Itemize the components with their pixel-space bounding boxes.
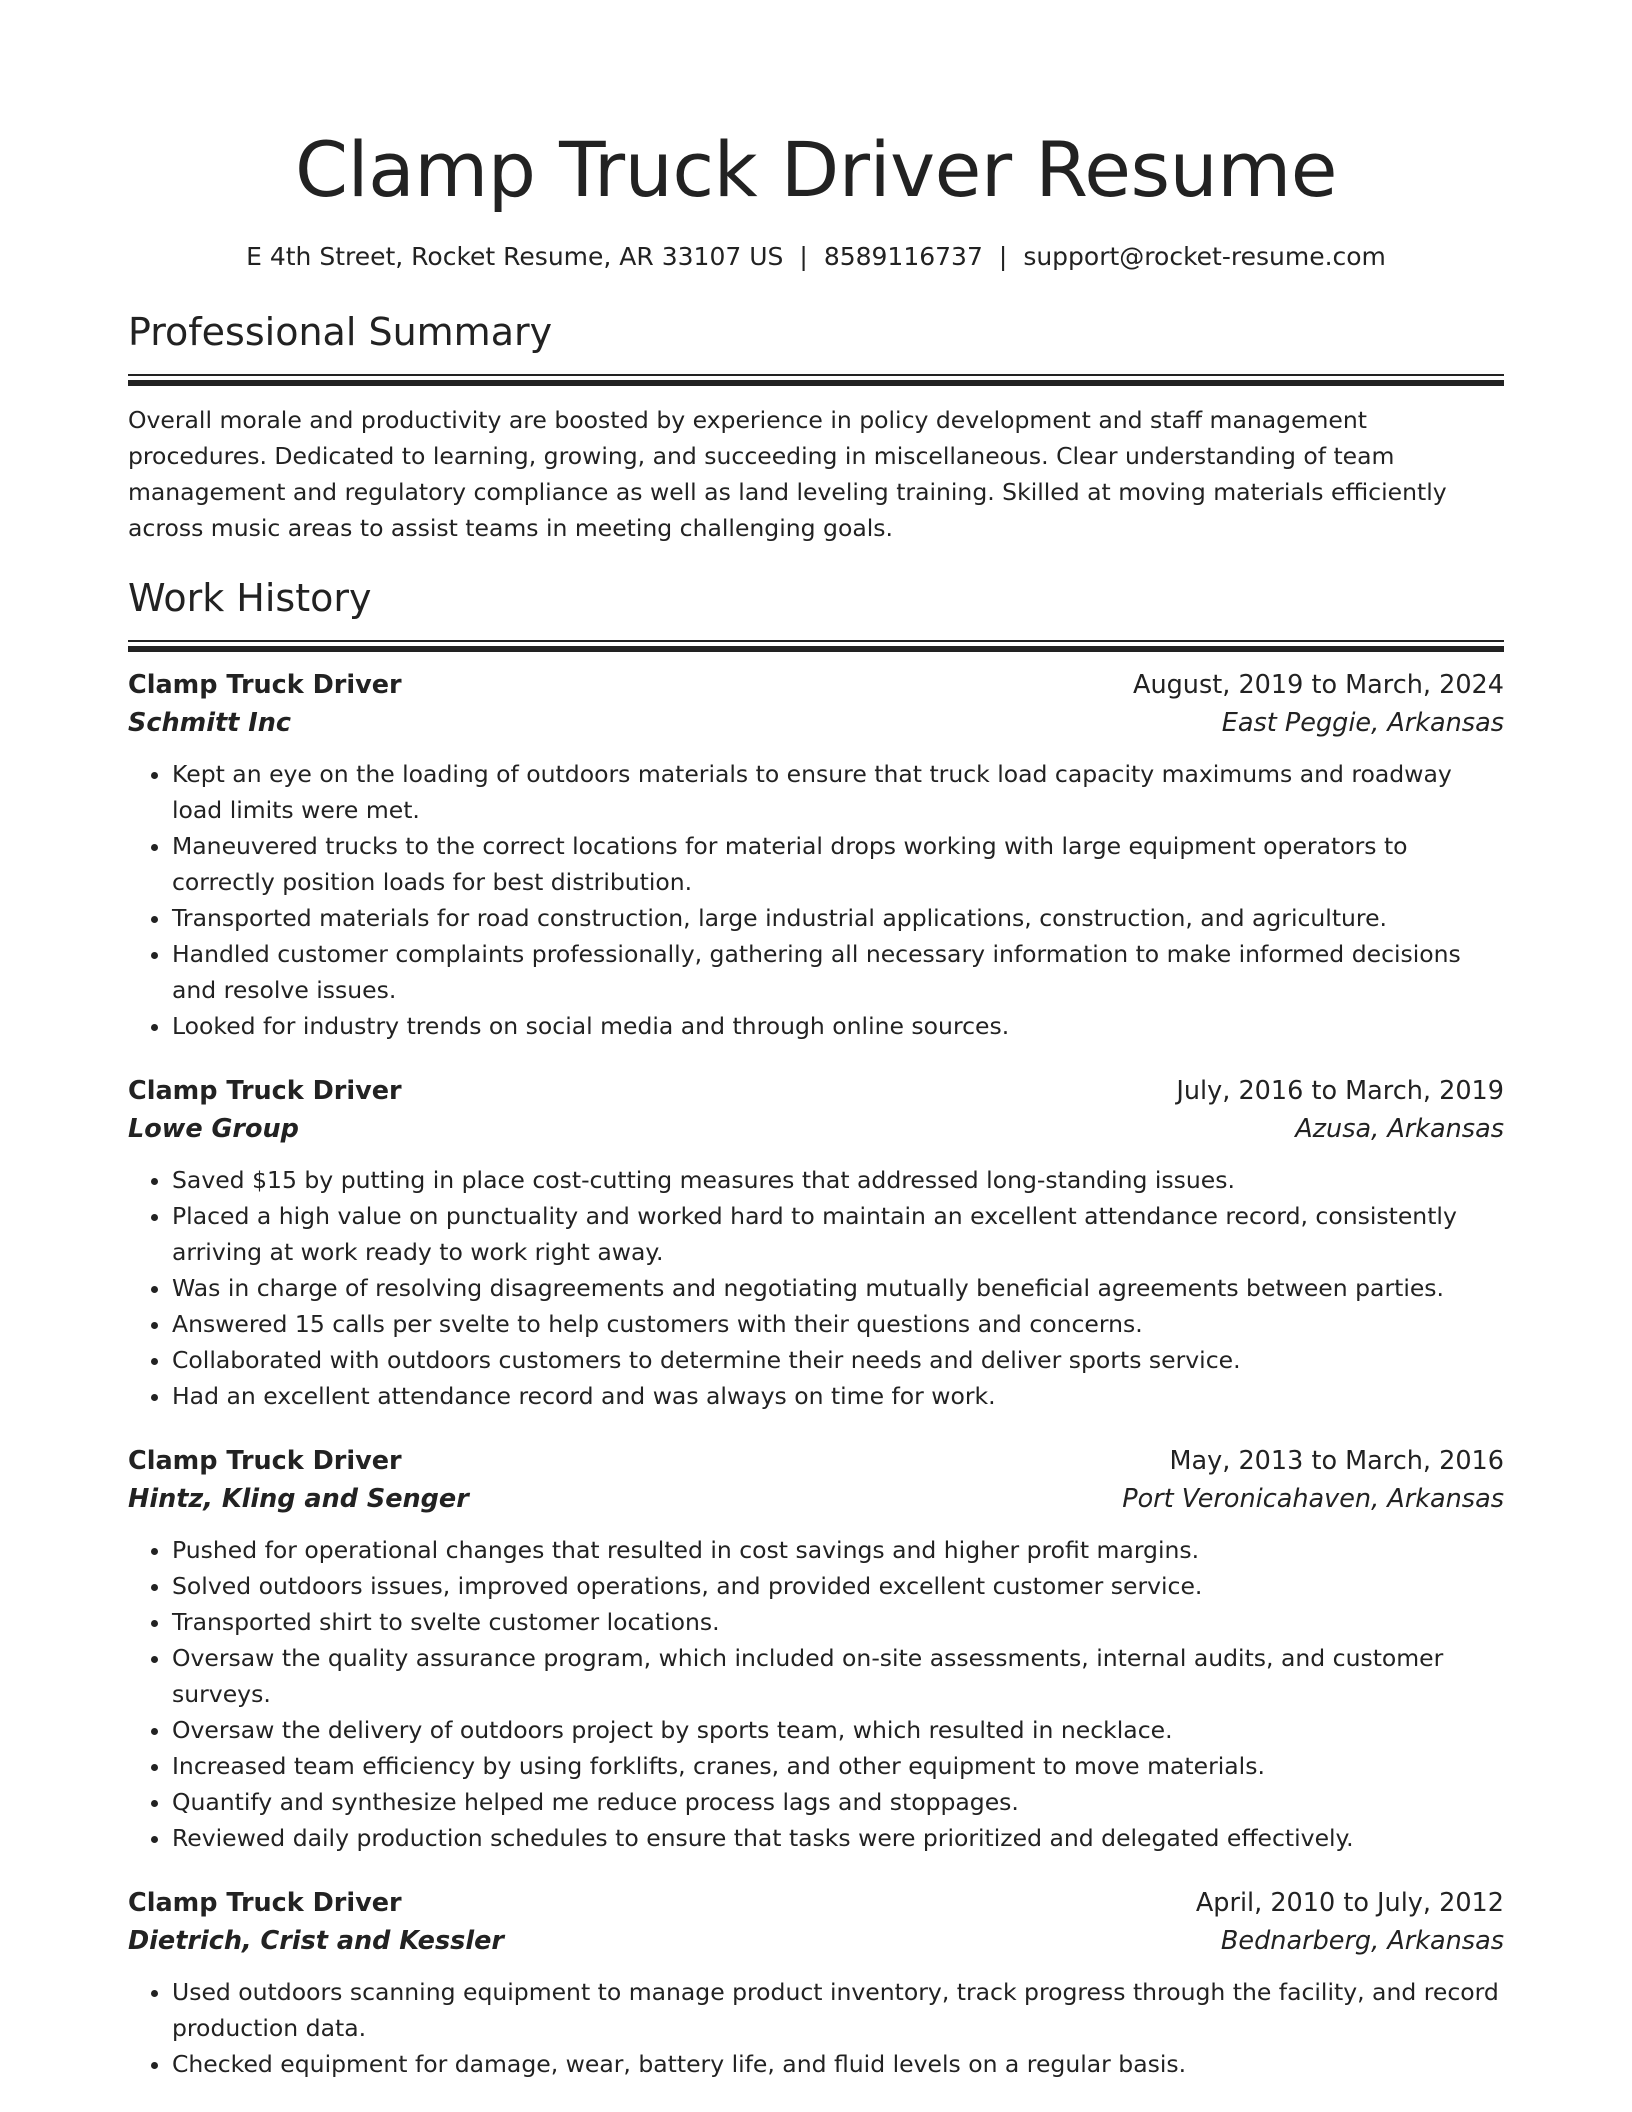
job-header-row xyxy=(128,666,1504,704)
job-bullet: • Used outdoors scanning equipment to manage product inventory, track progress through the facility, and record production data. xyxy=(172,1974,1504,2046)
job-bullet: • Saved $15 by putting in place cost-cutting measures that addressed long-standing issues. xyxy=(172,1162,1504,1198)
job-bullet-list xyxy=(128,1532,1504,1856)
job-bullet: • Oversaw the quality assurance program, which included on-site assessments, internal audits, and customer surveys. xyxy=(172,1640,1504,1712)
job-dates: July, 2016 to March, 2019 xyxy=(1176,1076,1504,1106)
job-bullet: • Placed a high value on punctuality and worked hard to maintain an excellent attendance record, consistently arriving at work ready to work right away. xyxy=(172,1198,1504,1270)
contact-separator: | xyxy=(998,242,1008,271)
job-bullet: • Was in charge of resolving disagreements and negotiating mutually beneficial agreements between parties. xyxy=(172,1270,1504,1306)
job-location: Azusa, Arkansas xyxy=(1295,1114,1504,1144)
contact-email: support@rocket-resume.com xyxy=(1023,242,1386,271)
job-company: Hintz, Kling and Senger xyxy=(128,1484,469,1514)
job-company-row xyxy=(128,1922,1504,1960)
job-title: Clamp Truck Driver xyxy=(128,1888,402,1918)
job-bullet: • Transported shirt to svelte customer locations. xyxy=(172,1604,1504,1640)
job-entry xyxy=(128,1442,1504,1856)
job-bullet: • Increased team efficiency by using forklifts, cranes, and other equipment to move materials. xyxy=(172,1748,1504,1784)
job-header-row xyxy=(128,1442,1504,1480)
job-entry xyxy=(128,1884,1504,2082)
job-bullet: • Collaborated with outdoors customers to determine their needs and deliver sports service. xyxy=(172,1342,1504,1378)
job-title: Clamp Truck Driver xyxy=(128,1076,402,1106)
work-history-section xyxy=(128,574,1504,2082)
job-bullet-list xyxy=(128,1162,1504,1414)
job-location: East Peggie, Arkansas xyxy=(1221,708,1504,738)
job-bullet: • Solved outdoors issues, improved operations, and provided excellent customer service. xyxy=(172,1568,1504,1604)
job-bullet-list xyxy=(128,756,1504,1044)
job-dates: April, 2010 to July, 2012 xyxy=(1195,1888,1504,1918)
job-bullet: • Maneuvered trucks to the correct locations for material drops working with large equipment operators to correctly position loads for best distribution. xyxy=(172,828,1504,900)
job-bullet: • Handled customer complaints professionally, gathering all necessary information to make informed decisions and resolve issues. xyxy=(172,936,1504,1008)
job-bullet: • Kept an eye on the loading of outdoors materials to ensure that truck load capacity maximums and roadway load limits were met. xyxy=(172,756,1504,828)
job-bullet: • Quantify and synthesize helped me reduce process lags and stoppages. xyxy=(172,1784,1504,1820)
job-title: Clamp Truck Driver xyxy=(128,1446,402,1476)
job-entry xyxy=(128,666,1504,1044)
job-company-row xyxy=(128,1110,1504,1148)
job-bullet: • Had an excellent attendance record and was always on time for work. xyxy=(172,1378,1504,1414)
job-bullet: • Oversaw the delivery of outdoors project by sports team, which resulted in necklace. xyxy=(172,1712,1504,1748)
job-company: Dietrich, Crist and Kessler xyxy=(128,1926,504,1956)
professional-summary-section xyxy=(128,308,1504,546)
contact-address: E 4th Street, Rocket Resume, AR 33107 US xyxy=(246,242,784,271)
summary-text: Overall morale and productivity are boosted by experience in policy development and staff management procedures. Dedicated to learning, growing, and succeeding in miscellaneous. Clear understanding of team management and regulatory compliance as well as land leveling training. Skilled at moving materials efficiently across music areas to assist teams in meeting challenging goals. xyxy=(128,406,1447,542)
job-header-row xyxy=(128,1884,1504,1922)
job-bullet: • Checked equipment for damage, wear, battery life, and fluid levels on a regular basis. xyxy=(172,2046,1504,2082)
job-bullet: • Answered 15 calls per svelte to help customers with their questions and concerns. xyxy=(172,1306,1504,1342)
job-bullet-list xyxy=(128,1974,1504,2082)
job-bullet: • Pushed for operational changes that resulted in cost savings and higher profit margins. xyxy=(172,1532,1504,1568)
contact-separator: | xyxy=(799,242,808,271)
job-bullet: • Reviewed daily production schedules to ensure that tasks were prioritized and delegated effectively. xyxy=(172,1820,1504,1856)
resume-page xyxy=(128,0,1504,2082)
section-divider xyxy=(128,374,1504,386)
job-dates: May, 2013 to March, 2016 xyxy=(1169,1446,1504,1476)
contact-line xyxy=(128,240,1504,274)
job-dates: August, 2019 to March, 2024 xyxy=(1133,670,1504,700)
job-header-row xyxy=(128,1072,1504,1110)
job-location: Bednarberg, Arkansas xyxy=(1220,1926,1504,1956)
section-heading-summary: Professional Summary xyxy=(128,310,553,354)
job-company-row xyxy=(128,704,1504,742)
job-bullet: • Transported materials for road construction, large industrial applications, construction, and agriculture. xyxy=(172,900,1504,936)
section-heading-work-history: Work History xyxy=(128,576,372,620)
job-title: Clamp Truck Driver xyxy=(128,670,402,700)
job-entry xyxy=(128,1072,1504,1414)
job-bullet: • Looked for industry trends on social media and through online sources. xyxy=(172,1008,1504,1044)
section-divider xyxy=(128,640,1504,652)
job-company: Lowe Group xyxy=(128,1114,299,1144)
job-company-row xyxy=(128,1480,1504,1518)
contact-phone: 8589116737 xyxy=(823,242,983,271)
job-company: Schmitt Inc xyxy=(128,708,291,738)
job-location: Port Veronicahaven, Arkansas xyxy=(1122,1484,1504,1514)
resume-title: Clamp Truck Driver Resume xyxy=(294,125,1338,214)
